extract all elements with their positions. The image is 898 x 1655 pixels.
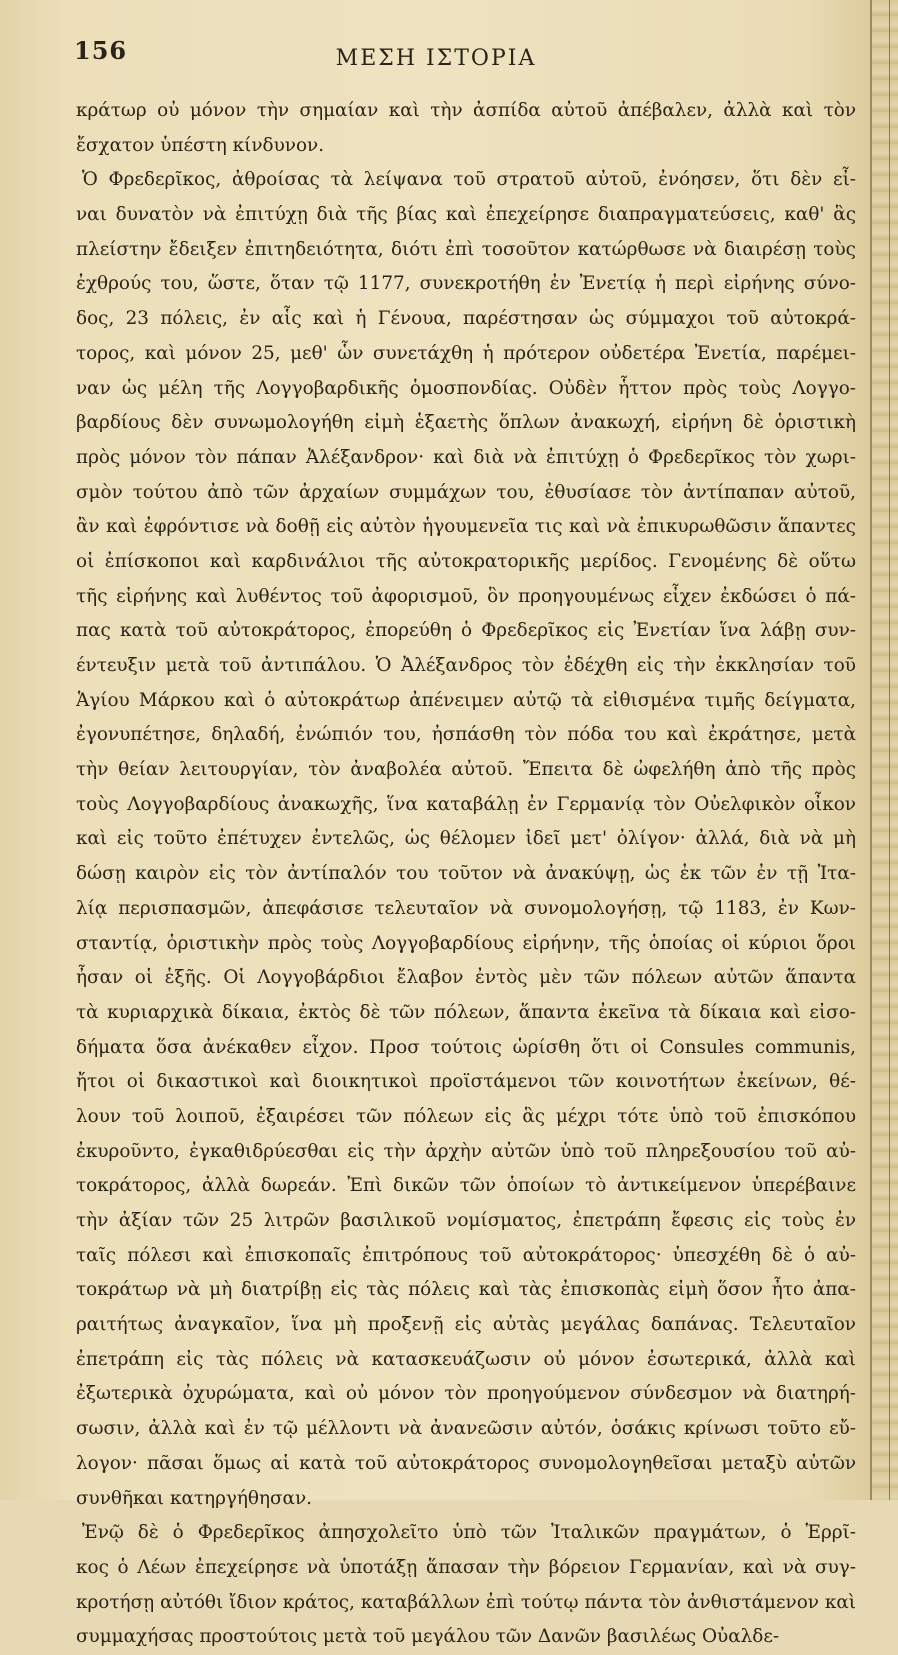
text-line: τοὺς Λογγοβαρδίους ἀνακωχῆς, ἵνα καταβάλῃ ἐν Γερμανίᾳ τὸν Οὐελφικὸν οἶκον <box>76 793 856 815</box>
text-line: ἂν καὶ ἐφρόντισε νὰ δοθῇ εἰς αὐτὸν ἡγουμενεῖα τις καὶ νὰ ἐπικυρωθῶσιν ἅπαντες <box>76 516 856 538</box>
text-line: λίᾳ περισπασμῶν, ἀπεφάσισε τελευταῖον νὰ συνομολογήσῃ, τῷ 1183, ἐν Κων- <box>76 897 856 919</box>
text-line: τὴν ἀξίαν τῶν 25 λιτρῶν βασιλικοῦ νομίσματος, ἐπετράπη ἔφεσις εἰς τοὺς ἐν <box>76 1210 856 1231</box>
text-line: ἔσχατον ὑπέστη κίνδυνον. <box>76 134 325 156</box>
text-line: δος, 23 πόλεις, ἐν αἷς καὶ ἡ Γένουα, παρέστησαν ὡς σύμμαχοι τοῦ αὐτοκρά- <box>76 308 856 330</box>
text-line: καὶ εἰς τοῦτο ἐπέτυχεν ἐντελῶς, ὡς θέλομεν ἰδεῖ μετ' ὀλίγον· ἀλλά, διὰ νὰ μὴ <box>76 828 856 850</box>
text-line: δώσῃ καιρὸν εἰς τὸν ἀντίπαλόν του τοῦτον νὰ ἀνακύψῃ, ὡς ἐκ τῶν ἐν τῇ Ἰτα- <box>76 863 856 885</box>
text-line: ἐχθρούς του, ὥστε, ὅταν τῷ 1177, συνεκροτήθη ἐν Ἐνετίᾳ ἡ περὶ εἰρήνης σύνο- <box>76 273 856 295</box>
text-line: πας κατὰ τοῦ αὐτοκράτορος, ἐπορεύθη ὁ Φρεδερῖκος εἰς Ἐνετίαν ἵνα λάβῃ συν- <box>76 620 856 642</box>
text-line: σταντίᾳ, ὁριστικὴν πρὸς τοὺς Λογγοβαρδίους εἰρήνην, τῆς ὁποίας οἱ κύριοι ὅροι <box>76 932 856 954</box>
text-line: συμμαχήσας προστούτοις μετὰ τοῦ μεγάλου τῶν Δανῶν βασιλέως Οὐαλδε- <box>76 1626 780 1648</box>
paragraph <box>76 94 856 163</box>
text-line: ραιτήτως ἀναγκαῖον, ἵνα μὴ προξενῇ εἰς αὐτὰς μεγάλας δαπάνας. Τελευταῖον <box>76 1314 856 1336</box>
text-line: ἐκυροῦντο, ἐγκαθιδρύεσθαι εἰς τὴν ἀρχὴν αὐτῶν ὑπὸ τοῦ πληρεξουσίου τοῦ αὐ- <box>76 1140 856 1162</box>
body-text <box>76 94 856 1655</box>
text-line: πλείστην ἔδειξεν ἐπιτηδειότητα, διότι ἐπὶ τοσοῦτον κατώρθωσε νὰ διαιρέσῃ τοὺς <box>76 238 856 260</box>
text-line: συνθῆκαι κατηργήθησαν. <box>76 1487 312 1509</box>
page-header <box>0 36 872 86</box>
text-line: πρὸς μόνον τὸν πάπαν Ἀλέξανδρον· καὶ διὰ νὰ ἐπιτύχῃ ὁ Φρεδερῖκος τὸν χωρι- <box>76 446 856 468</box>
text-line: σμὸν τούτου ἀπὸ τῶν ἀρχαίων συμμάχων του, ἐθυσίασε τὸν ἀντίπαπαν αὐτοῦ, <box>76 481 856 503</box>
text-line: ἐγονυπέτησε, δηλαδή, ἐνώπιόν του, ἠσπάσθη τὸν πόδα του καὶ ἐκράτησε, μετὰ <box>76 724 856 746</box>
text-line: ἐπετράπη εἰς τὰς πόλεις νὰ κατασκευάζωσιν οὐ μόνον ἐσωτερικά, ἀλλὰ καὶ <box>76 1348 856 1370</box>
text-line: τοκράτωρ νὰ μὴ διατρίβῃ εἰς τὰς πόλεις καὶ τὰς ἐπισκοπὰς εἰμὴ ὅσον ἦτο ἀπα- <box>76 1279 856 1301</box>
text-line: οἱ ἐπίσκοποι καὶ καρδινάλιοι τῆς αὐτοκρατορικῆς μερίδος. Γενομένης δὲ οὕτω <box>76 550 856 572</box>
text-line: Ἁγίου Μάρκου καὶ ὁ αὐτοκράτωρ ἀπένειμεν αὐτῷ τὰ εἰθισμένα τιμῆς δείγματα, <box>76 689 856 711</box>
text-line: τὴν θείαν λειτουργίαν, τὸν ἀναβολέα αὐτοῦ. Ἔπειτα δὲ ὠφελήθη ἀπὸ τῆς πρὸς <box>76 759 856 781</box>
text-line: τοκράτορος, ἀλλὰ δωρεάν. Ἐπὶ δικῶν τῶν ὁποίων τὸ ἀντικείμενον ὑπερέβαινε <box>76 1175 856 1197</box>
text-line: Ὁ Φρεδερῖκος, ἀθροίσας τὰ λείψανα τοῦ στρατοῦ αὐτοῦ, ἐνόησεν, ὅτι δὲν εἶ- <box>82 169 856 191</box>
text-line: δήματα ὅσα ἀνέκαθεν εἶχον. Προσ τούτοις ὡρίσθη ὅτι οἱ Consules communis, <box>76 1036 856 1058</box>
text-line: ναν ὡς μέλη τῆς Λογγοβαρδικῆς ὁμοσπονδίας. Οὐδὲν ἧττον πρὸς τοὺς Λογγο- <box>76 377 856 399</box>
text-line: βαρδίους δὲν συνωμολογήθη εἰμὴ ἑξαετὴς ὅπλων ἀνακωχή, εἰρήνη δὲ ὁριστικὴ <box>76 412 856 434</box>
paragraph <box>76 163 856 1516</box>
text-line: κος ὁ Λέων ἐπεχείρησε νὰ ὑποτάξῃ ἅπασαν τὴν βόρειον Γερμανίαν, καὶ νὰ συγ- <box>76 1556 856 1578</box>
text-line: τορος, καὶ μόνον 25, μεθ' ὧν συνετάχθη ἡ πρότερον οὐδετέρα Ἐνετία, παρέμει- <box>76 342 856 364</box>
text-line: τὰ κυριαρχικὰ δίκαια, ἐκτὸς δὲ τῶν πόλεων, ἅπαντα ἐκεῖνα τὰ δίκαια καὶ εἰσο- <box>76 1001 856 1023</box>
text-line: ἤτοι οἱ δικαστικοὶ καὶ διοικητικοὶ προϊστάμενοι τῶν κοινοτήτων ἐκείνων, θέ- <box>76 1071 856 1093</box>
page-number: 156 <box>74 36 128 65</box>
text-line: κροτήσῃ αὐτόθι ἴδιον κράτος, καταβάλλων ἐπὶ τούτῳ πάντα τὸν ἀνθιστάμενον καὶ <box>76 1591 856 1613</box>
text-line: τῆς εἰρήνης καὶ λυθέντος τοῦ ἀφορισμοῦ, ὃν προηγουμένως εἶχεν ἐκδώσει ὁ πά- <box>76 585 856 607</box>
text-line: λουν τοῦ λοιποῦ, ἐξαιρέσει τῶν πόλεων εἰς ἃς μέχρι τότε ὑπὸ τοῦ ἐπισκόπου <box>76 1105 856 1127</box>
text-line: ἐξωτερικὰ ὀχυρώματα, καὶ οὐ μόνον τὸν προηγούμενον σύνδεσμον νὰ διατηρή- <box>76 1383 856 1405</box>
paragraph <box>76 1516 856 1655</box>
text-line: ταῖς πόλεσι καὶ ἐπισκοπαῖς ἐπιτρόπους τοῦ αὐτοκράτορος· ὑπεσχέθη δὲ ὁ αὐ- <box>76 1244 856 1266</box>
text-line: ναι δυνατὸν νὰ ἐπιτύχῃ διὰ τῆς βίας καὶ ἐπεχείρησε διαπραγματεύσεις, καθ' ἃς <box>76 204 856 226</box>
text-line: ἦσαν οἱ ἑξῆς. Οἱ Λογγοβάρδιοι ἔλαβον ἐντὸς μὲν τῶν πόλεων αὐτῶν ἅπαντα <box>76 967 856 989</box>
text-line: έντευξιν μετὰ τοῦ ἀντιπάλου. Ὁ Ἀλέξανδρος τὸν ἐδέχθη εἰς τὴν ἐκκλησίαν τοῦ <box>76 655 856 676</box>
text-line: Ἐνῷ δὲ ὁ Φρεδερῖκος ἀπησχολεῖτο ὑπὸ τῶν Ἰταλικῶν πραγμάτων, ὁ Ἑρρῖ- <box>82 1522 856 1544</box>
adjacent-page-edge <box>870 0 898 1500</box>
running-title: ΜΕΣΗ ΙΣΤΟΡΙΑ <box>335 46 537 71</box>
text-line: κράτωρ οὐ μόνον τὴν σημαίαν καὶ τὴν ἀσπίδα αὐτοῦ ἀπέβαλεν, ἀλλὰ καὶ τὸν <box>76 100 856 121</box>
page-edge-line <box>889 0 890 1500</box>
text-line: σωσιν, ἀλλὰ καὶ ἐν τῷ μέλλοντι νὰ ἀνανεῶσιν αὐτόν, ὁσάκις κρίνωσι τοῦτο εὔ- <box>76 1418 856 1440</box>
text-line: λογον· πᾶσαι ὅμως αἱ κατὰ τοῦ αὐτοκράτορος συνομολογηθεῖσαι μεταξὺ αὐτῶν <box>76 1452 856 1474</box>
